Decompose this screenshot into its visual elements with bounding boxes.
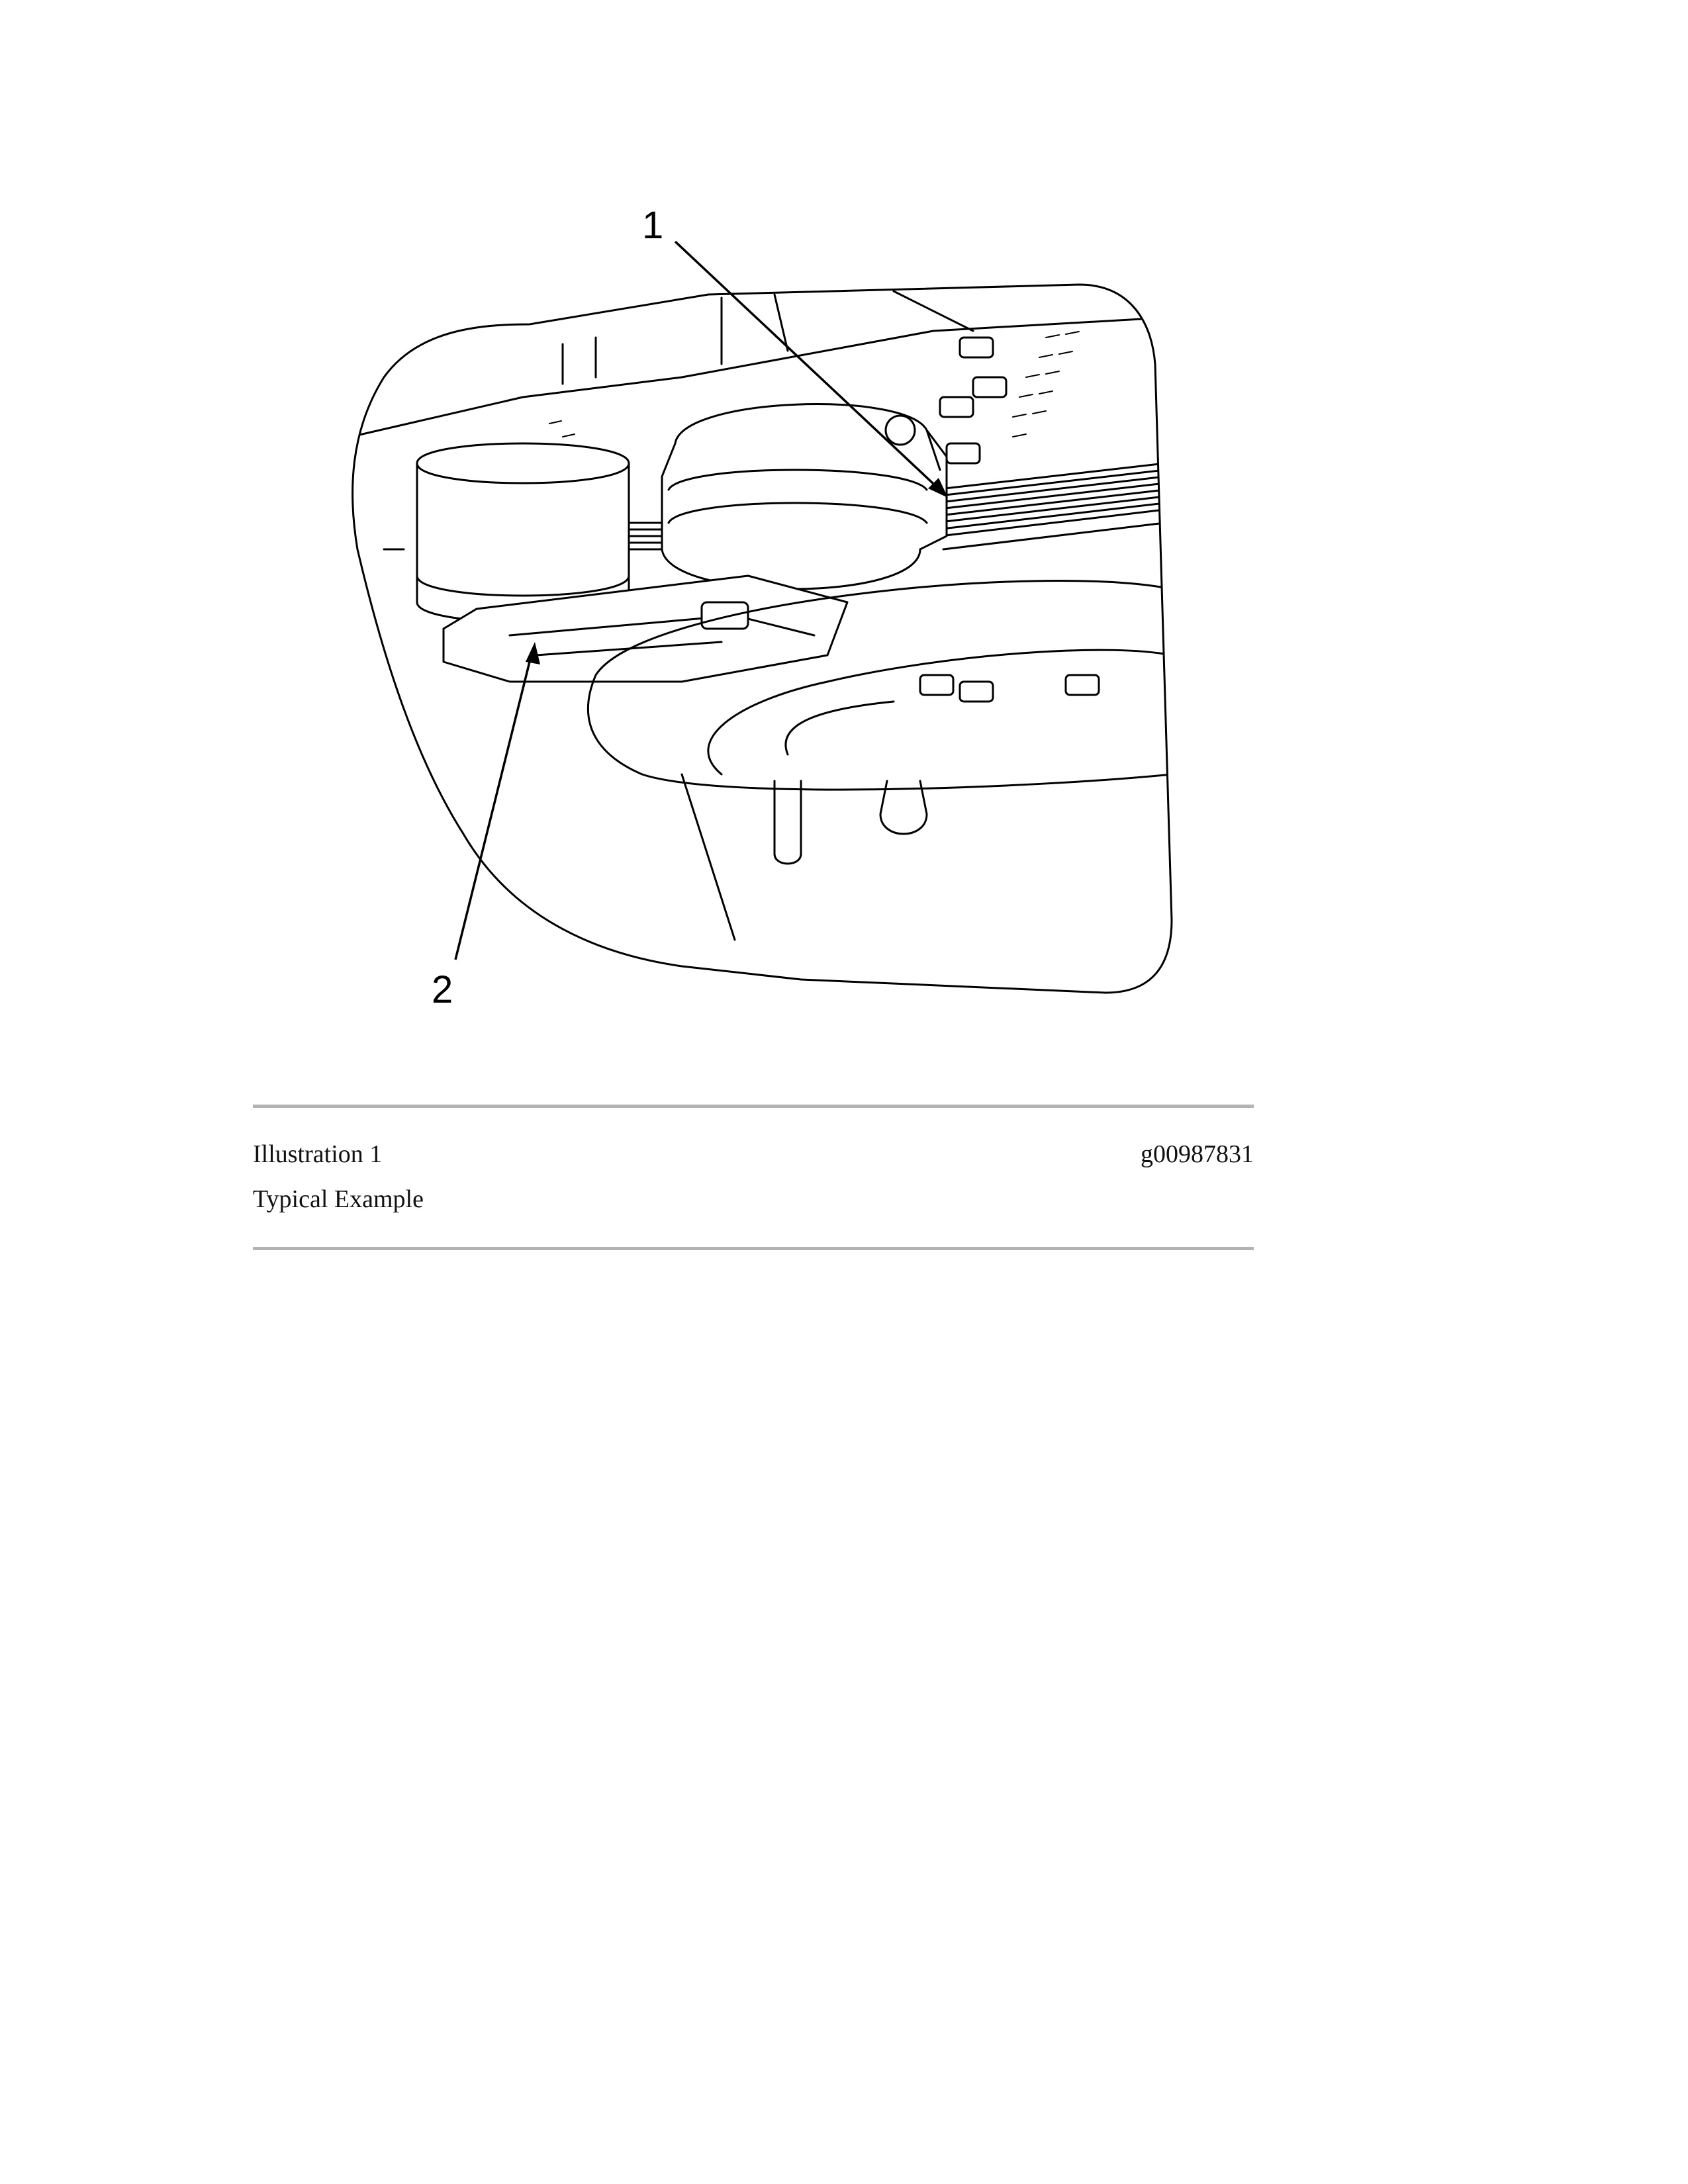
graphic-id: g00987831 bbox=[1141, 1140, 1254, 1168]
callout-2-number: 2 bbox=[432, 968, 453, 1011]
callout-2-leader bbox=[455, 649, 533, 960]
illustration-description: Typical Example bbox=[253, 1185, 424, 1213]
callout-1-number: 1 bbox=[642, 204, 664, 247]
caption-top-rule bbox=[253, 1105, 1254, 1108]
caption-bottom-rule bbox=[253, 1247, 1254, 1250]
illustration-label: Illustration 1 bbox=[253, 1140, 383, 1168]
belt-tensioner-illustration bbox=[311, 179, 1198, 1066]
